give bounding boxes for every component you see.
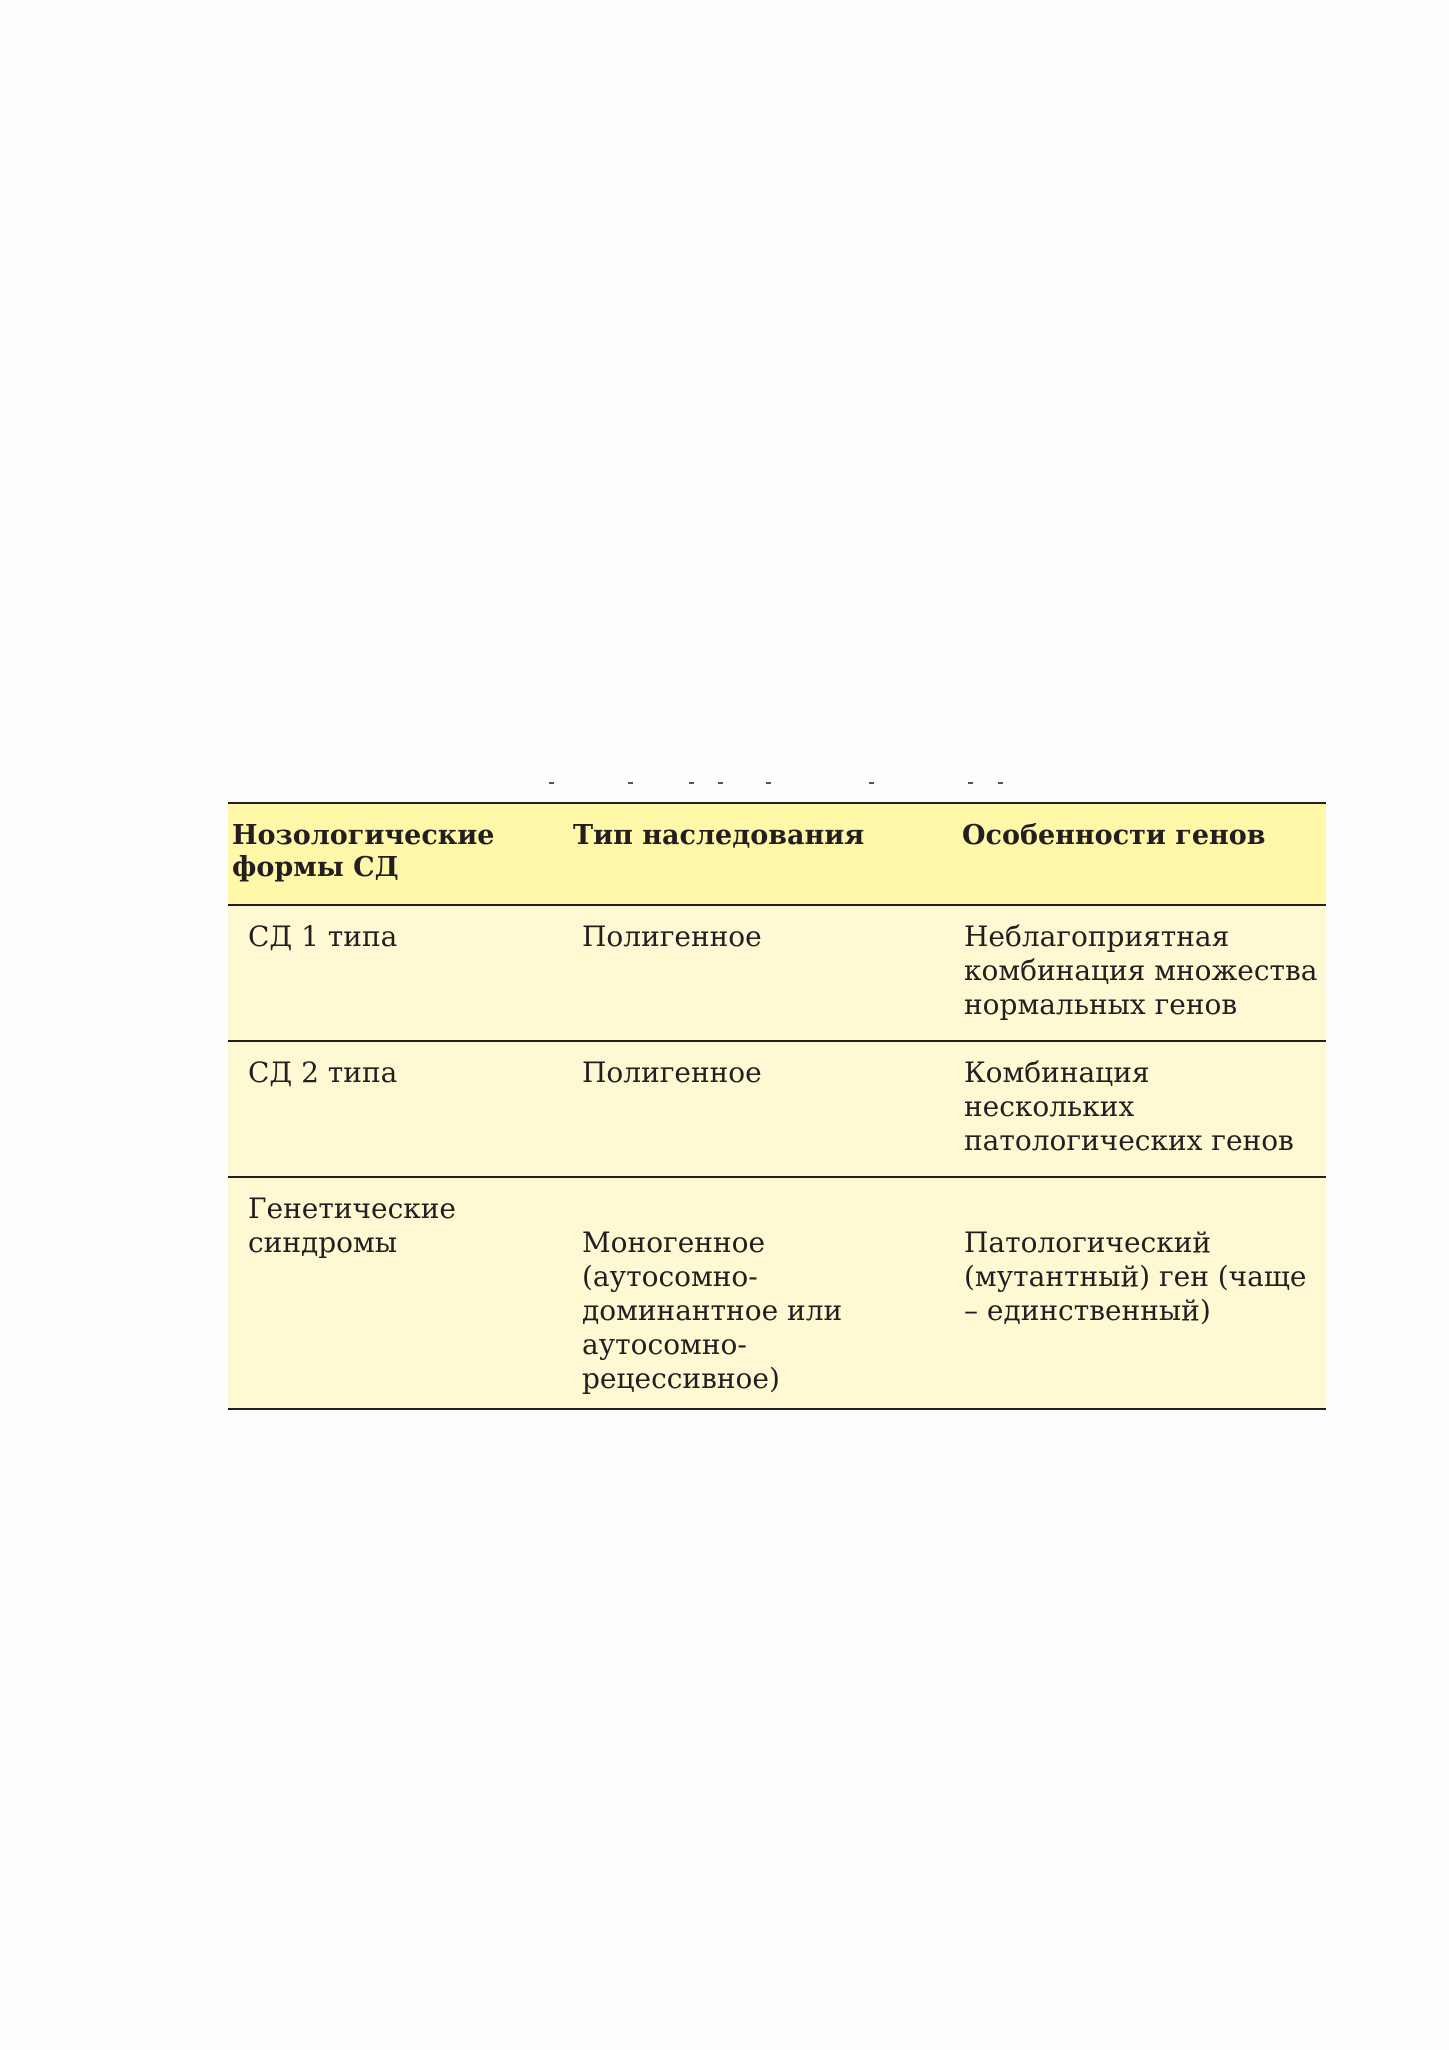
cell-gene-features: Патологический (мутантный) ген (чаще – единственный) <box>950 1177 1326 1409</box>
table-row <box>228 1041 1326 1177</box>
cell-form: СД 1 типа <box>228 905 565 1041</box>
table-header-row <box>228 803 1326 905</box>
cell-form: СД 2 типа <box>228 1041 565 1177</box>
inheritance-table <box>228 802 1326 1410</box>
header-inheritance-type: Тип наследования <box>565 803 950 905</box>
cut-off-caption-marks <box>228 776 1328 788</box>
cell-inheritance: Моногенное (аутосомно-доминантное или аутосомно-рецессивное) <box>565 1177 950 1409</box>
header-gene-features: Особенности генов <box>950 803 1326 905</box>
table-row <box>228 905 1326 1041</box>
cell-gene-features: Комбинация нескольких патологических генов <box>950 1041 1326 1177</box>
header-nosological-forms: Нозологические формы СД <box>228 803 565 905</box>
cell-inheritance: Полигенное <box>565 905 950 1041</box>
cell-inheritance: Полигенное <box>565 1041 950 1177</box>
table-row <box>228 1177 1326 1409</box>
cell-form: Генетические синдромы <box>228 1177 565 1409</box>
cell-gene-features: Неблагоприятная комбинация множества нормальных генов <box>950 905 1326 1041</box>
